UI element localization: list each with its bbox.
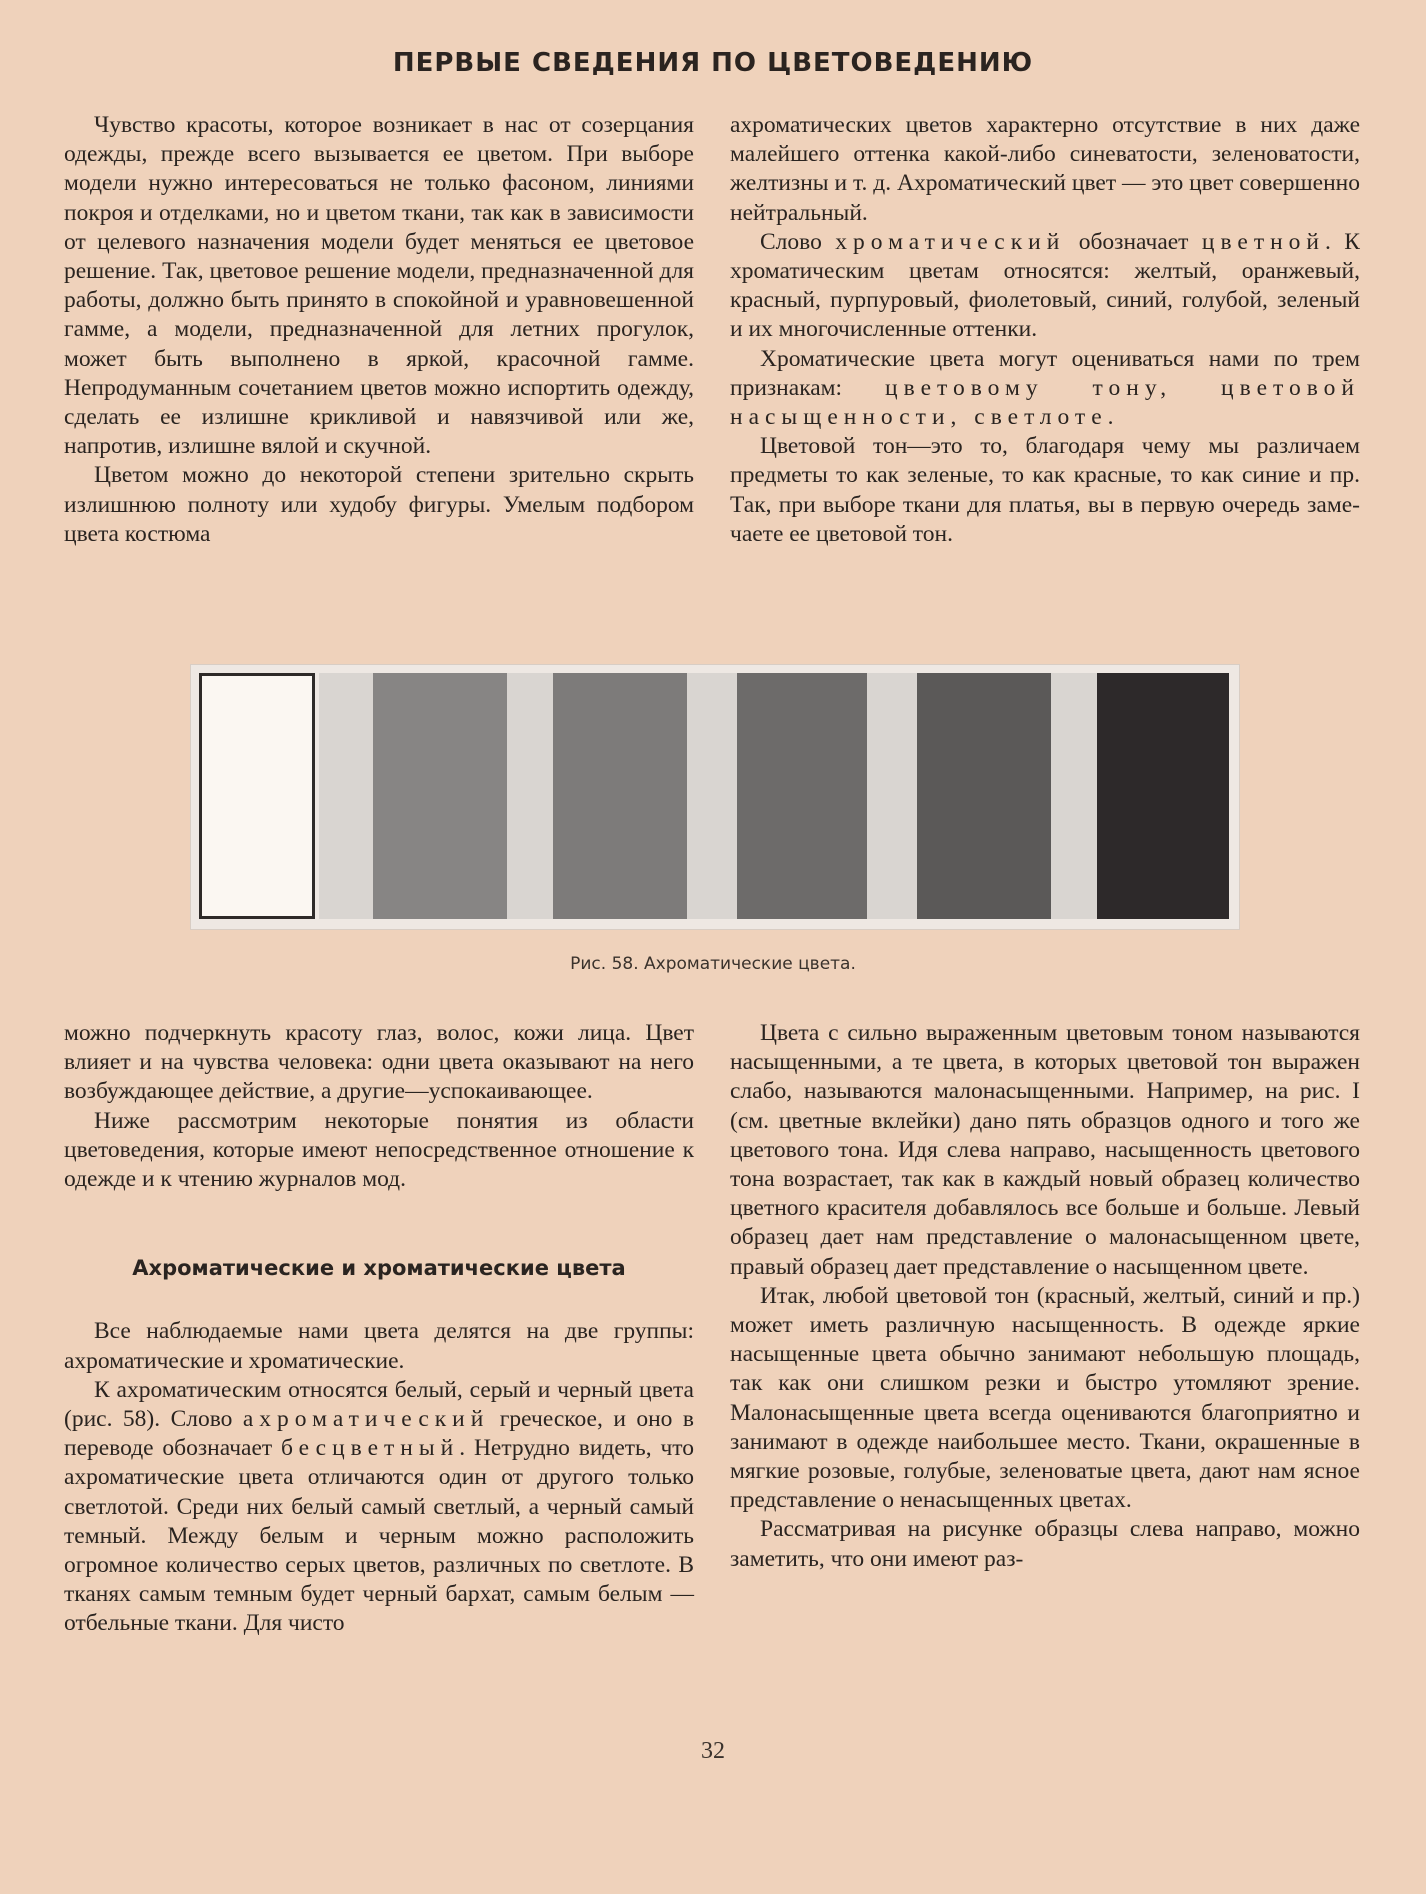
paragraph: Цветовой тон—это то, благодаря чему мы различаем предметы то как зеленые, то как красные, то как синие и пр. Так, при выборе ткани для платья, вы в первую очередь замечаете ее цветовой тон. xyxy=(730,433,1360,547)
spaced-term: ахроматический xyxy=(242,1406,490,1433)
swatch-gap xyxy=(867,673,917,919)
text-column-top-right xyxy=(730,111,1360,549)
spaced-term: бесцветный xyxy=(280,1435,460,1462)
swatch-gap xyxy=(687,673,737,919)
text-run: обозначает xyxy=(1065,228,1202,255)
figure-achromatic-swatches xyxy=(190,664,1240,930)
spaced-term: цветовому тону, цветовой насыщенности, светлоте xyxy=(730,374,1360,431)
text-column-top-left xyxy=(64,111,694,549)
figure-caption: Рис. 58. Ахроматические цвета. xyxy=(570,954,856,974)
text-run: . Нетрудно видеть, что ахроматические цвета отличаются один от другого только светлотой. Среди них белый самый светлый, а черный самый темный. Между белым и черным можно расположить огромное количество серых цветов, различных по светлоте. В тканях самым темным будет черный бархат, самым белым — отбельные ткани. Для чисто xyxy=(64,1435,694,1637)
paragraph xyxy=(64,1376,694,1639)
text-run: К ахроматическим относятся белый, серый и черный цвета (рис. 58). Слово xyxy=(64,1376,694,1433)
paragraph xyxy=(730,228,1360,345)
running-head: ПЕРВЫЕ СВЕДЕНИЯ ПО ЦВЕТОВЕДЕНИЮ xyxy=(392,48,1034,78)
swatch-gap xyxy=(319,673,373,919)
section-heading: Ахроматические и хроматические цвета xyxy=(132,1256,626,1281)
swatch-gray-1 xyxy=(373,673,507,919)
swatch-black xyxy=(1097,673,1229,919)
paragraph: Итак, любой цветовой тон (красный, желтый, синий и пр.) может иметь различную насыщенность. В одежде яркие насыщенные цвета обычно занимают небольшую площадь, так как они слишком резки и быстро утомляют зрение. Малонасыщенные цвета всегда оцениваются благоприятно и занимают в одежде наибольшее место. Ткани, окрашенные в мягкие розовые, голубые, зеленоватые цвета, дают нам ясное представление о ненасыщенных цветах. xyxy=(730,1282,1360,1514)
paragraph: Чувство красоты, которое возникает в нас от созерцания одежды, прежде всего вызывается ее цветом. При выборе модели нужно интересоваться не только фасоном, линиями покроя и отделками, но и цветом ткани, так как в зависимости от целевого назначения модели будет меняться ее цветовое решение. Так, цветовое решение модели, предназначенной для работы, должно быть принято в спокойной и уравновешенной гамме, а модели, предназначенной для летних прогулок, может быть выполнено в яркой, красочной гамме. Непродуманным сочетанием цветов можно испортить одежду, сделать ее излишне крикливой и навязчивой или же, напротив, излишне вялой и скучной. xyxy=(64,112,694,460)
paragraph: Все наблюдаемые нами цвета делятся на две группы: ахроматические и хроматические. xyxy=(64,1318,694,1374)
text-column-bottom-left xyxy=(64,1019,694,1639)
text-run: греческое, и оно в переводе обозначает xyxy=(64,1406,694,1462)
spaced-term: цветной xyxy=(1201,228,1326,255)
paragraph: можно подчеркнуть красоту глаз, волос, кожи лица. Цвет влияет и на чувства человека: одни цвета оказывают на него возбуждающее действие, а другие—успокаивающее. xyxy=(64,1020,694,1105)
swatch-gray-2 xyxy=(553,673,687,919)
text-run: Хроматические цвета могут оцениваться нами по трем признакам: xyxy=(730,345,1360,401)
text-run: . xyxy=(1107,404,1114,431)
paragraph: Цветом можно до некоторой степени зрительно скрыть излишнюю полноту или худобу фигуры. Умелым подбором цвета костюма xyxy=(64,462,694,547)
swatch-gap xyxy=(1051,673,1097,919)
swatch-white xyxy=(199,673,315,919)
paragraph: ахроматических цветов характерно отсутствие в них даже малейшего оттенка какой-либо синеватости, зеленоватости, желтизны и т. д. Ахроматический цвет — это цвет совершенно нейтральный. xyxy=(730,112,1360,226)
swatch-gap xyxy=(507,673,553,919)
paragraph: Рассматривая на рисунке образцы слева направо, можно заметить, что они имеют раз- xyxy=(730,1516,1360,1572)
swatch-gray-4 xyxy=(917,673,1051,919)
text-column-bottom-right xyxy=(730,1019,1360,1574)
page-number: 32 xyxy=(701,1738,725,1764)
text-run: . К хроматическим цветам относятся: желтый, оранжевый, красный, пурпуровый, фиолетовый, синий, голубой, зеленый и их многочисленные оттенки. xyxy=(730,228,1360,343)
text-run: Слово xyxy=(760,228,836,255)
paragraph: Цвета с сильно выраженным цветовым тоном называются насыщенными, а те цвета, в которых цветовой тон выражен слабо, называются малонасыщенными. Например, на рис. I (см. цветные вклейки) дано пять образцов одного и того же цветового тона. Идя слева направо, насыщенность цветового тона возрастает, так как в каждый новый образец количество цветного красителя добавлялось все больше и больше. Левый образец дает нам представление о малонасыщенном цвете, правый образец дает представление о насыщенном цвете. xyxy=(730,1020,1360,1280)
swatch-gray-3 xyxy=(737,673,867,919)
paragraph: Ниже рассмотрим некоторые понятия из области цветоведения, которые имеют непосредственное отношение к одежде и к чтению журналов мод. xyxy=(64,1107,694,1193)
spaced-term: хроматический xyxy=(835,228,1066,255)
paragraph xyxy=(730,345,1360,433)
